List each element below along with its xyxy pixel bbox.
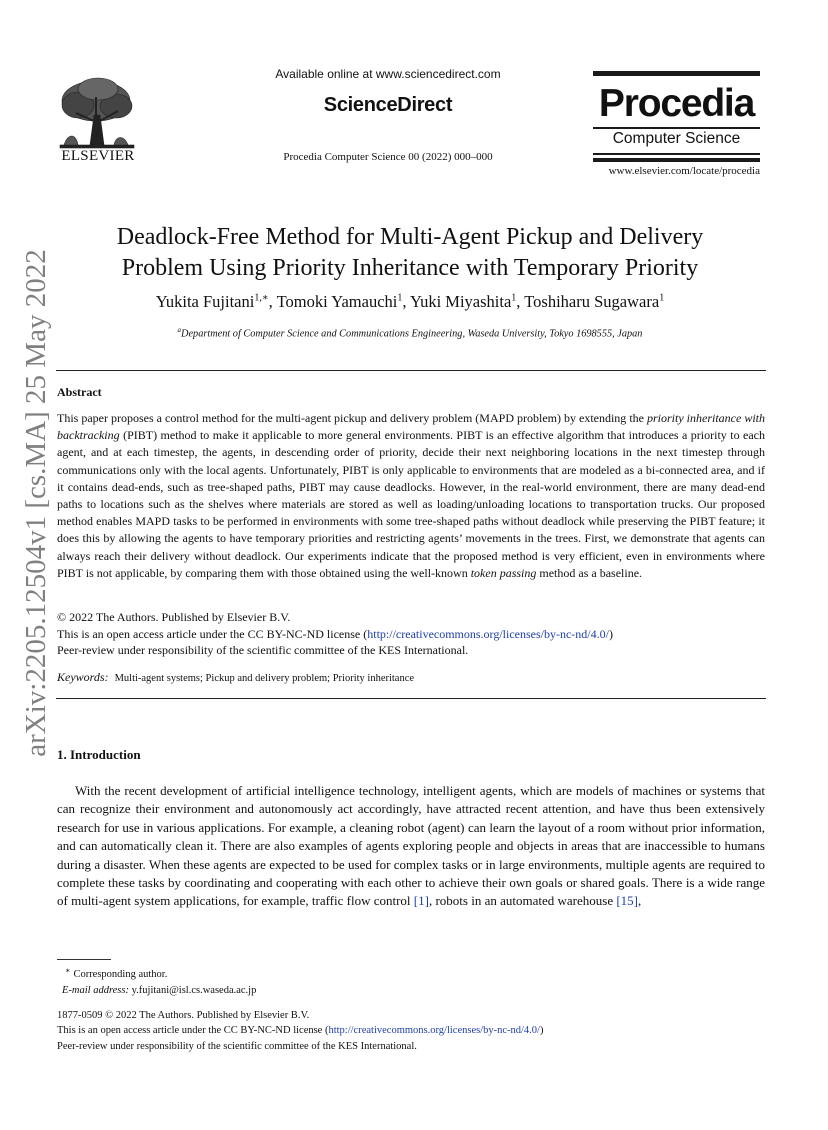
paper-title-line1: Deadlock-Free Method for Multi-Agent Pickup and Delivery	[116, 224, 704, 250]
sciencedirect-logo: ScienceDirect	[323, 94, 453, 116]
author-name: Yukita Fujitani	[155, 292, 255, 311]
license-line	[57, 626, 765, 643]
abstract-top-rule	[56, 370, 766, 371]
author-separator: ,	[268, 292, 277, 311]
procedia-mid-rule	[593, 127, 760, 129]
affiliation-mark: a	[177, 326, 182, 334]
keywords-label: Keywords:	[57, 670, 109, 684]
footnote-symbol: ∗	[65, 966, 71, 975]
author-affiliation-mark: 1	[511, 292, 517, 304]
procedia-bottom-rule	[593, 158, 760, 162]
procedia-subtitle: Computer Science	[612, 130, 741, 147]
license-text: This is an open access article under the CC BY-NC-ND license (	[57, 1025, 329, 1037]
paper-title	[60, 222, 760, 284]
author-affiliation-mark: 1	[659, 292, 665, 304]
introduction-body	[57, 782, 765, 911]
citation-link[interactable]: [15]	[616, 893, 639, 909]
peer-review-line: Peer-review under responsibility of the scientific committee of the KES International.	[57, 1040, 417, 1052]
copyright-line: © 2022 The Authors. Published by Elsevier B.V.	[57, 610, 291, 624]
author-name: Yuki Miyashita	[410, 292, 512, 311]
available-online-text: Available online at www.sciencedirect.com	[275, 67, 501, 81]
author-affiliation-mark: 1	[397, 292, 403, 304]
procedia-top-rule	[593, 71, 760, 76]
email-label: E-mail address:	[62, 984, 129, 996]
footnote-rule	[57, 959, 111, 960]
license-text: )	[539, 1025, 544, 1037]
license-link[interactable]: http://creativecommons.org/licenses/by-nc-nd/4.0/	[328, 1025, 540, 1037]
journal-citation: Procedia Computer Science 00 (2022) 000–000	[283, 151, 493, 163]
issn-line: 1877-0509 © 2022 The Authors. Published by Elsevier B.V.	[57, 1010, 310, 1021]
copyright-notice	[57, 609, 765, 659]
footnote-text: Corresponding author.	[73, 969, 168, 980]
arxiv-identifier-stamp: arXiv:2205.12504v1 [cs.MA] 25 May 2022	[20, 249, 52, 757]
bottom-license-block	[57, 1008, 765, 1054]
section-heading-introduction: 1. Introduction	[57, 747, 141, 762]
intro-text: , robots in an automated warehouse	[428, 893, 617, 909]
author-name: Tomoki Yamauchi	[276, 292, 398, 311]
author-list	[60, 292, 760, 312]
abstract-body	[57, 410, 765, 582]
abstract-emphasis: priority inheritance with backtracking	[57, 411, 765, 443]
paper-title-line2: Problem Using Priority Inheritance with Temporary Priority	[121, 255, 699, 281]
email-address[interactable]: y.fujitani@isl.cs.waseda.ac.jp	[131, 984, 257, 996]
abstract-text: (PIBT) method to make it applicable to more general environments. PIBT is an effective algorithm that introduces a priority to each agent, and at each timestep, the agents, in descending order of priority, decide their next neighboring locations in the next timestep through communications only with the local agents. Unfortunately, PIBT is only applicable to environments that are modeled as a bi-connected area, and if it contains dead-ends, such as tree-shaped paths, PIBT may cause deadlocks. However, in the real-world environment, there are many dead-end paths to locations such as the shelves where materials are stored as well as loading/unloading locations to transportation trucks. Our proposed method enables MAPD tasks to be performed in environments with some tree-shaped paths without deadlock while preserving the PIBT feature; it does this by allowing the agents to have temporary priorities and restricting agents’ movements in the trees. First, we demonstrate that agents can always reach their delivery without deadlock. Our experiments indicate that the proposed method is very efficient, even in environments where PIBT is not applicable, by comparing them with those obtained using the well-known	[57, 428, 765, 580]
abstract-heading: Abstract	[57, 385, 102, 399]
author-affiliation-mark: 1,∗	[254, 292, 269, 304]
abstract-emphasis: token passing	[470, 565, 537, 580]
license-text: )	[608, 626, 613, 641]
intro-text: With the recent development of artificial intelligence technology, intelligent agents, which are models of machines or systems that can recognize their environment and autonomously act accordingly, have attracted recent attention, and have thus been extensively research for use in various applications. For example, a cleaning robot (agent) can learn the layout of a room without prior information, and can automatically clean it. There are also examples of agents exploring people and objects in areas that are inaccessible to humans during a disaster. When these agents are expected to be used for complex tasks or in large environments, multiple agents are required to complete these tasks by coordinating and cooperating with each other to achieve their own goals or shared goals. There is a wide range of multi-agent system applications, for example, traffic flow control	[57, 783, 765, 909]
publisher-name: ELSEVIER	[61, 148, 135, 164]
keywords	[57, 670, 765, 685]
affiliation-text: Department of Computer Science and Communications Engineering, Waseda University, Tokyo 1698555, Japan	[181, 328, 643, 340]
author-separator: ,	[402, 292, 410, 311]
procedia-lower-rule	[593, 153, 760, 155]
author-affiliation	[60, 326, 760, 339]
peer-review-line: Peer-review under responsibility of the scientific committee of the KES International.	[57, 643, 469, 657]
author-separator: ,	[516, 292, 525, 311]
abstract-bottom-rule	[56, 698, 766, 699]
license-link[interactable]: http://creativecommons.org/licenses/by-nc-nd/4.0/	[367, 626, 609, 641]
author-name: Toshiharu Sugawara	[524, 292, 660, 311]
license-text: This is an open access article under the CC BY-NC-ND license (	[57, 626, 368, 641]
footnote	[57, 963, 657, 998]
citation-link[interactable]: [1]	[413, 893, 429, 909]
intro-text: ,	[638, 893, 642, 909]
journal-url[interactable]: www.elsevier.com/locate/procedia	[608, 165, 760, 177]
bottom-license-line	[57, 1023, 765, 1038]
keywords-text: Multi-agent systems; Pickup and delivery problem; Priority inheritance	[114, 673, 415, 684]
procedia-logo	[593, 71, 760, 162]
abstract-text: This paper proposes a control method for the multi-agent pickup and delivery problem (MAPD problem) by extending the	[57, 411, 647, 425]
abstract-text: method as a baseline.	[536, 565, 643, 580]
procedia-title: Procedia	[598, 82, 755, 125]
